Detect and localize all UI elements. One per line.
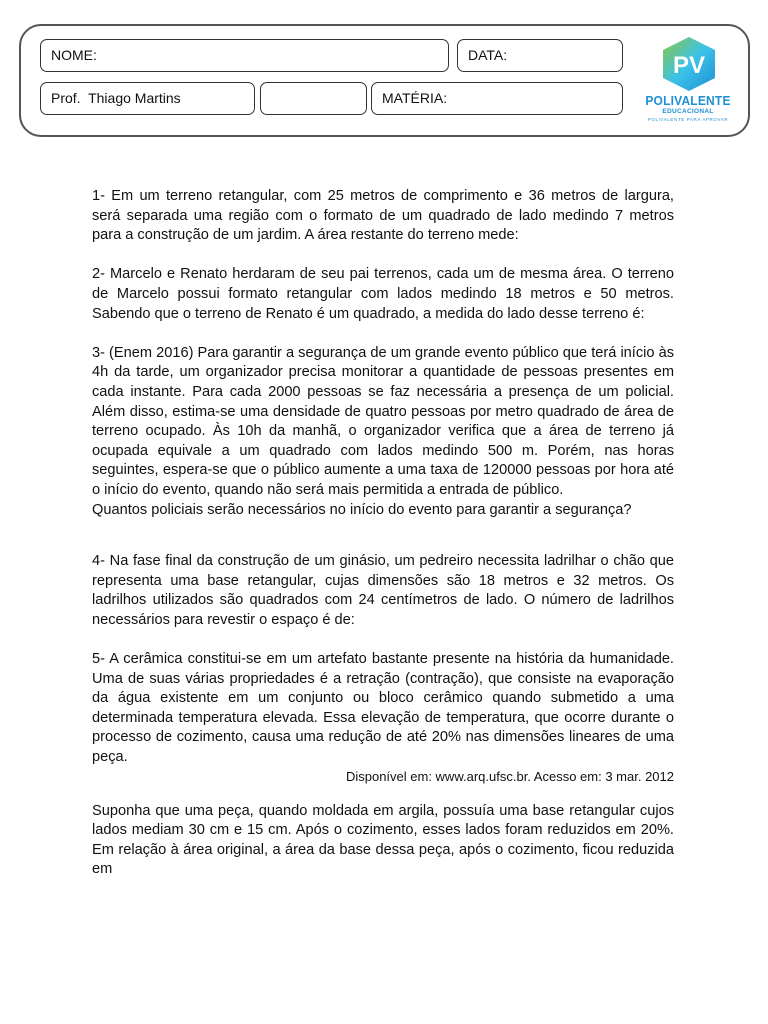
question-3-prompt: Quantos policiais serão necessários no início do evento para garantir a segurança? xyxy=(92,501,632,518)
name-label: NOME: xyxy=(51,47,97,63)
question-5-prompt: Suponha que uma peça, quando moldada em argila, possuía uma base retangular cujos lados mediam 30 cm e 15 cm. Após o cozimento, esses lados foram reduzidos em 20%. Em relação à área original, a área da base dessa peça, após o cozimento, ficou reduzida em xyxy=(92,802,674,878)
subject-label: MATÉRIA: xyxy=(382,90,448,106)
question-1: 1- Em um terreno retangular, com 25 metros de comprimento e 36 metros de largura, será separada uma região com o formato de um quadrado de lado medindo 7 metros para a construção de um jardim. A área restante do terreno mede: xyxy=(92,188,674,244)
school-logo xyxy=(633,36,743,128)
question-5-source: Disponível em: www.arq.ufsc.br. Acesso em: 3 mar. 2012 xyxy=(345,768,674,784)
pv-hexagon-icon xyxy=(660,36,718,92)
date-field[interactable] xyxy=(457,39,623,72)
question-4: 4- Na fase final da construção de um ginásio, um pedreiro necessita ladrilhar o chão que representa uma base retangular, cujas dimensões são 18 metros e 32 metros. Os ladrilhos utilizados são quadrados com 24 centímetros de lado. O número de ladrilhos necessários para revestir o espaço é de: xyxy=(92,553,674,628)
question-2: 2- Marcelo e Renato herdaram de seu pai terrenos, cada um de mesma área. O terreno de Marcelo possui formato retangular com lados medindo 18 metros e 50 metros. Sabendo que o terreno de Renato é um quadrado, a medida do lado desse terreno é: xyxy=(92,266,674,322)
professor-field xyxy=(40,82,255,115)
logo-slogan: POLIVALENTE PARA APROVAR xyxy=(647,117,729,122)
logo-initials: PV xyxy=(672,52,706,79)
logo-subtitle: EDUCACIONAL xyxy=(662,108,714,115)
name-field[interactable] xyxy=(40,39,449,72)
professor-name: Prof. Thiago Martins xyxy=(51,90,181,106)
logo-name: POLIVALENTE xyxy=(645,93,731,109)
question-5: 5- A cerâmica constitui-se em um artefato bastante presente na história da humanidade. Uma de suas várias propriedades é a retração (contração), que consiste na evaporação da água existente em um conjunto ou bloco cerâmico quando submetido a uma determinada temperatura elevada. Essa elevação de temperatura, que ocorre durante o processo de cozimento, causa uma redução de até 20% nas dimensões lineares de uma peça. xyxy=(92,651,674,766)
exercise-list xyxy=(92,187,674,880)
subject-field[interactable] xyxy=(371,82,623,115)
date-label: DATA: xyxy=(468,47,508,63)
question-3: 3- (Enem 2016) Para garantir a segurança de um grande evento público que terá início às 4h da tarde, um organizador precisa monitorar a quantidade de pessoas presentes em cada instante. Para cada 2000 pessoas se faz necessária a presença de um policial. Além disso, estima-se uma densidade de quatro pessoas por metro quadrado de área de terreno ocupado. Às 10h da manhã, o organizador verifica que a área de terreno já ocupada equivale a um quadrado com lados medindo 500 m. Porém, nas horas seguintes, espera-se que o público aumente a uma taxa de 120000 pessoas por hora até o início do evento, quando não será mais permitida a entrada de público. xyxy=(92,344,674,498)
blank-field[interactable] xyxy=(260,82,367,115)
